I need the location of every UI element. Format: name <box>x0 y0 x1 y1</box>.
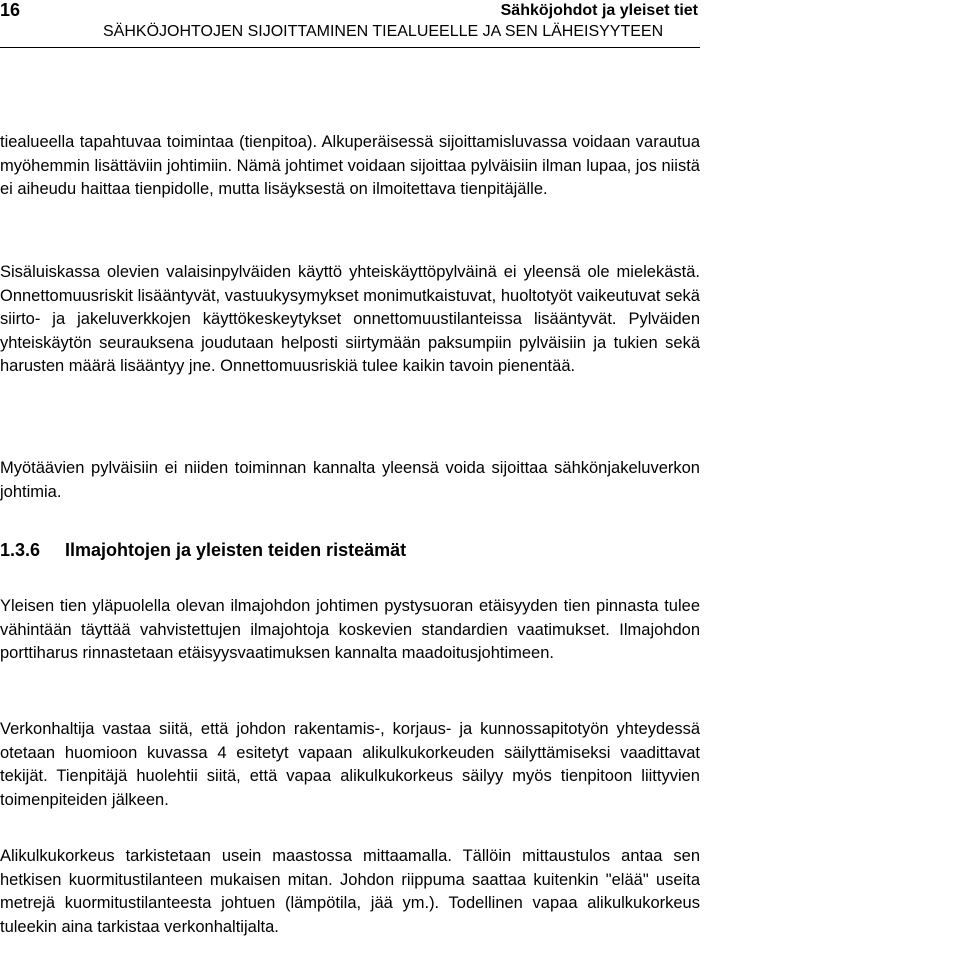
section-title: Ilmajohtojen ja yleisten teiden risteämät <box>65 540 407 560</box>
paragraph-2: Sisäluiskassa olevien valaisinpylväiden käyttö yhteiskäyttöpylväinä ei yleensä ole mielekästä. Onnettomuusriskit lisääntyvät, vastuukysymykset monimutkaistuvat, huoltotyöt vaikeutuvat sekä siirto- ja jakeluverkkojen käyttökeskeytykset onnettomuustilanteissa lisääntyvät. Pylväiden yhteiskäytön seurauksena joudutaan helposti siirtymään paksumpiin pylväisiin ja tukien sekä harusten määrä lisääntyy jne. Onnettomuusriskiä tulee kaikin tavoin pienentää. <box>0 263 700 376</box>
chapter-title: SÄHKÖJOHTOJEN SIJOITTAMINEN TIEALUEELLE JA SEN LÄHEISYYTEEN <box>103 23 664 40</box>
paragraph-1: tiealueella tapahtuvaa toimintaa (tienpitoa). Alkuperäisessä sijoittamisluvassa voidaan varautua myöhemmin lisättäviin johtimiin. Nämä johtimet voidaan sijoittaa pylväisiin ilman lupaa, jos niistä ei aiheudu haittaa tienpidolle, mutta lisäyksestä on ilmoitettava tienpitäjälle. <box>0 133 700 199</box>
page-number: 16 <box>0 0 21 20</box>
section-paragraph-2: Verkonhaltija vastaa siitä, että johdon rakentamis-, korjaus- ja kunnossapitotyön yhteydessä otetaan huomioon kuvassa 4 esitetyt vapaan alikulkukorkeuden säilyttämiseksi vaadittavat tekijät. Tienpitäjä huolehtii siitä, että vapaa alikulkukorkeus säilyy myös tienpitoon liittyvien toimenpiteiden jälkeen. <box>0 720 700 809</box>
section-paragraph-3: Alikulkukorkeus tarkistetaan usein maastossa mittaamalla. Tällöin mittaustulos antaa sen hetkisen kuormitustilanteen mukaisen mitan. Johdon riippuma saattaa kuitenkin "elää" useita metrejä kuormitustilanteesta johtuen (lämpötila, jää ym.). Todellinen vapaa alikulkukorkeus tuleekin aina tarkistaa verkonhaltijalta. <box>0 847 700 936</box>
header-divider <box>0 47 700 48</box>
paragraph-3: Myötäävien pylväisiin ei niiden toiminnan kannalta yleensä voida sijoittaa sähkönjakeluverkon johtimia. <box>0 459 700 501</box>
section-heading <box>0 540 406 561</box>
publication-title: Sähköjohdot ja yleiset tiet <box>500 2 698 19</box>
section-paragraph-1: Yleisen tien yläpuolella olevan ilmajohdon johtimen pystysuoran etäisyyden tien pinnasta tulee vähintään täyttää vahvistettujen ilmajohtoja koskevien standardien vaatimukset. Ilmajohdon porttiharus rinnastetaan etäisyysvaatimuksen kannalta maadoitusjohtimeen. <box>0 597 700 663</box>
section-number: 1.3.6 <box>0 540 41 560</box>
